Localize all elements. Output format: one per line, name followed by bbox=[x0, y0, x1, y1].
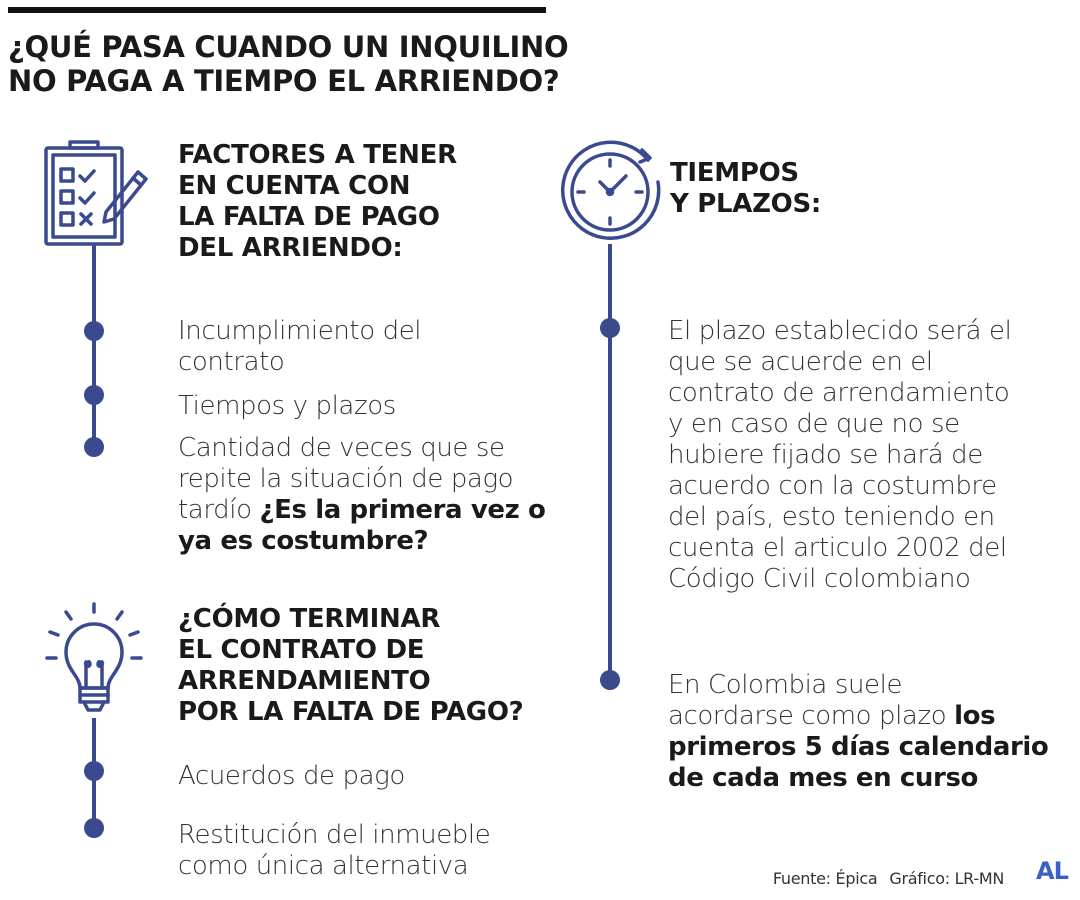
list-item: Acuerdos de pago bbox=[178, 761, 405, 791]
top-rule bbox=[8, 7, 546, 13]
timeline-dot bbox=[84, 437, 104, 457]
timeline-dot bbox=[84, 818, 104, 838]
list-item: Cantidad de veces que se repite la situación de pago tardío ¿Es la primera vez o ya es costumbre? bbox=[178, 433, 546, 556]
list-item: El plazo establecido será el que se acuerde en el contrato de arrendamiento y en caso de que no se hubiere fijado se hará de acuerdo con la costumbre del país, esto teniendo en cuenta el articulo 2002 del Código Civil colombiano bbox=[668, 316, 1012, 594]
timeline-dot bbox=[84, 761, 104, 781]
timeline-dot bbox=[600, 670, 620, 690]
timeline-dot bbox=[600, 318, 620, 338]
source-credit: Fuente: Épica Gráfico: LR-MN bbox=[772, 869, 1004, 888]
left-timeline-top bbox=[92, 244, 96, 450]
list-item: Tiempos y plazos bbox=[178, 391, 396, 421]
page-title: ¿QUÉ PASA CUANDO UN INQUILINO NO PAGA A TIEMPO EL ARRIENDO? bbox=[8, 30, 569, 98]
lightbulb-icon bbox=[44, 602, 144, 720]
list-item: Restitución del inmueble como única alternativa bbox=[178, 820, 491, 881]
checklist-icon bbox=[42, 140, 152, 250]
factores-heading: FACTORES A TENER EN CUENTA CON LA FALTA DE PAGO DEL ARRIENDO: bbox=[178, 140, 457, 263]
right-timeline bbox=[608, 244, 612, 682]
timeline-dot bbox=[84, 385, 104, 405]
list-item: Incumplimiento del contrato bbox=[178, 316, 422, 377]
timeline-dot bbox=[84, 321, 104, 341]
list-item: En Colombia suele acordarse como plazo los primeros 5 días calendario de cada mes en curso bbox=[668, 670, 1049, 793]
brand-logo: AL bbox=[1036, 857, 1068, 885]
clock-icon bbox=[556, 138, 664, 246]
terminar-heading: ¿CÓMO TERMINAR EL CONTRATO DE ARRENDAMIENTO POR LA FALTA DE PAGO? bbox=[178, 604, 524, 727]
tiempos-heading: TIEMPOS Y PLAZOS: bbox=[670, 158, 822, 219]
